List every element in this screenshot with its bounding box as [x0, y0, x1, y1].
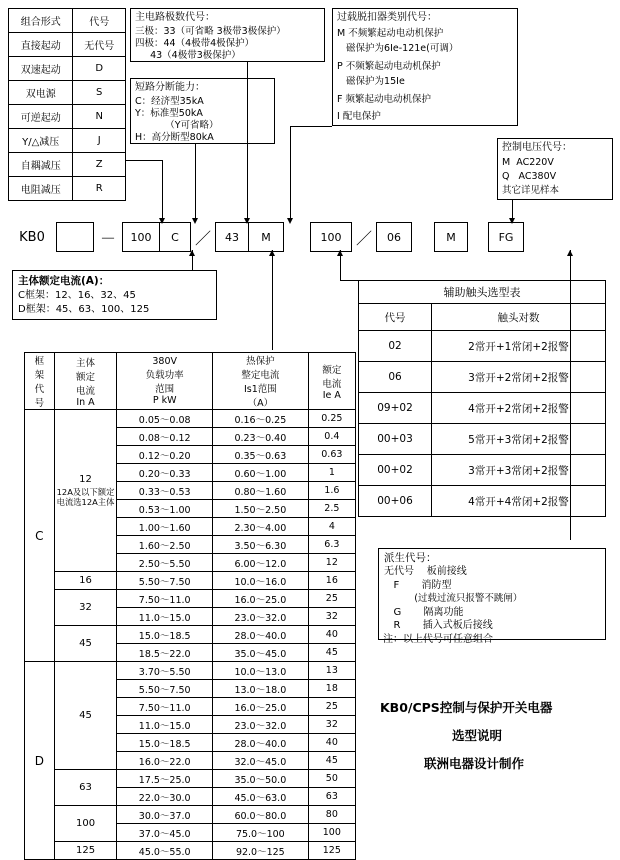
thermal-setting-cell: 23.0～32.0 [213, 716, 309, 734]
leader-line-poles [247, 62, 248, 222]
thermal-setting-cell: 23.0～32.0 [213, 608, 309, 626]
rated-current-cell: 45 [54, 662, 117, 770]
combination-row [9, 129, 126, 153]
thermal-setting-cell: 75.0～100 [213, 824, 309, 842]
control-voltage-title: 控制电压代号： [502, 142, 572, 153]
pole-code-box [130, 8, 325, 62]
aux-pairs: 5常开+3常闭+2报警 [432, 424, 606, 455]
rated-current-cell: 125 [54, 842, 117, 860]
power-range-cell: 15.0～18.5 [117, 626, 213, 644]
rated-ie-cell: 32 [308, 608, 355, 626]
combination-name: 自耦减压 [9, 153, 73, 177]
aux-pairs: 3常开+3常闭+2报警 [432, 455, 606, 486]
combination-name: 电阻减压 [9, 177, 73, 201]
power-range-cell: 17.5～25.0 [117, 770, 213, 788]
power-range-cell: 0.20～0.33 [117, 464, 213, 482]
power-range-cell: 16.0～22.0 [117, 752, 213, 770]
aux-code: 09+02 [359, 393, 432, 424]
combination-name: 组合形式 [9, 9, 73, 33]
rated-current-line-2: D框架：45、63、100、125 [18, 304, 150, 315]
combination-row [9, 153, 126, 177]
combination-row [9, 33, 126, 57]
rated-ie-cell: 18 [308, 680, 355, 698]
rated-ie-cell: 1 [308, 464, 355, 482]
rated-current-cell: 12 12A及以下额定电流选12A主体 [54, 410, 117, 572]
pole-code-line-2: 四极：44（4极带4极保护） [135, 38, 255, 49]
combination-code: D [73, 57, 126, 81]
aux-header-code: 代号 [359, 304, 432, 331]
combination-code: S [73, 81, 126, 105]
thermal-setting-cell: 35.0～50.0 [213, 770, 309, 788]
combination-name: 可逆起动 [9, 105, 73, 129]
code-sep-slash-2: ／ [355, 228, 372, 248]
power-range-cell: 1.60～2.50 [117, 536, 213, 554]
main-table-header: 380V 负载功率 范围 P kW [117, 353, 213, 410]
power-range-cell: 18.5～22.0 [117, 644, 213, 662]
control-voltage-box [497, 138, 613, 200]
rated-current-cell: 63 [54, 770, 117, 806]
main-selection-table-wrap [24, 352, 356, 860]
rated-ie-cell: 40 [308, 734, 355, 752]
rated-ie-cell: 50 [308, 770, 355, 788]
leader-line-combination [126, 160, 162, 161]
aux-code: 06 [359, 362, 432, 393]
main-table-row [25, 626, 356, 644]
trip-class-line-1: M 不频繁起动电动机保护 [337, 28, 444, 39]
aux-contact-table-wrap [358, 280, 606, 517]
rated-ie-cell: 0.25 [308, 410, 355, 428]
combination-code: Z [73, 153, 126, 177]
control-voltage-line-3: 其它详见样本 [502, 185, 560, 196]
breaking-capacity-line-2: Y：标准型50kA [135, 108, 203, 119]
rated-current-box [12, 270, 217, 320]
thermal-setting-cell: 13.0～18.0 [213, 680, 309, 698]
aux-code: 00+03 [359, 424, 432, 455]
leader-line-combination-v [162, 160, 163, 222]
leader-line-trip [290, 126, 291, 222]
aux-table-row [359, 331, 606, 362]
code-cell-breaking[interactable]: C [160, 223, 191, 252]
thermal-setting-cell: 60.0～80.0 [213, 806, 309, 824]
rated-current-cell: 100 [54, 806, 117, 842]
code-sep-slash-1: ／ [194, 228, 211, 248]
thermal-setting-cell: 0.16～0.25 [213, 410, 309, 428]
code-string-table [8, 222, 524, 252]
pole-code-line-3: 43（4极带3极保护） [135, 50, 241, 61]
breaking-capacity-line-4: H：高分断型80kA [135, 132, 214, 143]
aux-table-row [359, 424, 606, 455]
power-range-cell: 11.0～15.0 [117, 716, 213, 734]
aux-header-pairs: 触头对数 [432, 304, 606, 331]
combination-name: 直接起动 [9, 33, 73, 57]
rated-current-cell: 32 [54, 590, 117, 626]
rated-ie-cell: 1.6 [308, 482, 355, 500]
combination-form-table [8, 8, 126, 201]
rated-ie-cell: 13 [308, 662, 355, 680]
power-range-cell: 22.0～30.0 [117, 788, 213, 806]
combination-name: 双速起动 [9, 57, 73, 81]
control-voltage-line-1: M AC220V [502, 157, 554, 168]
rated-ie-cell: 4 [308, 518, 355, 536]
thermal-setting-cell: 28.0～40.0 [213, 734, 309, 752]
leader-line-trip-h [290, 126, 332, 127]
code-cell-poles[interactable]: 43 [216, 223, 249, 252]
rated-ie-cell: 100 [308, 824, 355, 842]
rated-ie-cell: 0.4 [308, 428, 355, 446]
combination-code: J [73, 129, 126, 153]
power-range-cell: 37.0～45.0 [117, 824, 213, 842]
derivative-line-4: G 隔离功能 [384, 607, 464, 618]
rated-ie-cell: 80 [308, 806, 355, 824]
aux-code: 00+02 [359, 455, 432, 486]
trip-class-line-3: P 不频繁起动电动机保护 [337, 61, 441, 72]
leader-line-breaking [195, 144, 196, 222]
rated-ie-cell: 125 [308, 842, 355, 860]
trip-class-line-4: 磁保护为15Ie [337, 76, 405, 87]
combination-row [9, 57, 126, 81]
main-table-header: 主体 额定 电流 In A [54, 353, 117, 410]
trip-class-title: 过载脱扣器类别代号： [337, 12, 437, 23]
control-voltage-line-2: Q AC380V [502, 171, 557, 182]
code-cell-aux[interactable]: 06 [377, 223, 412, 252]
combination-name: 双电源 [9, 81, 73, 105]
code-cell-trip[interactable]: M [249, 223, 284, 252]
aux-pairs: 2常开+1常闭+2报警 [432, 331, 606, 362]
thermal-setting-cell: 16.0～25.0 [213, 590, 309, 608]
main-table-row [25, 806, 356, 824]
combination-code: 无代号 [73, 33, 126, 57]
aux-contact-table [358, 280, 606, 517]
breaking-capacity-box [130, 78, 275, 144]
power-range-cell: 7.50～11.0 [117, 590, 213, 608]
combination-row [9, 81, 126, 105]
trip-class-line-2: 磁保护为6Ie-121e(可调） [337, 43, 459, 54]
main-selection-table [24, 352, 356, 860]
power-range-cell: 45.0～55.0 [117, 842, 213, 860]
combination-code: 代号 [73, 9, 126, 33]
thermal-setting-cell: 35.0～45.0 [213, 644, 309, 662]
power-range-cell: 2.50～5.50 [117, 554, 213, 572]
derivative-line-1: 无代号 板前接线 [384, 566, 467, 577]
leader-arrow-thermal [269, 250, 275, 256]
main-table-row [25, 572, 356, 590]
derivative-title: 派生代号： [384, 552, 437, 564]
rated-ie-cell: 40 [308, 626, 355, 644]
rated-ie-cell: 16 [308, 572, 355, 590]
aux-table-row [359, 455, 606, 486]
rated-current-cell: 45 [54, 626, 117, 662]
thermal-setting-cell: 2.30～4.00 [213, 518, 309, 536]
breaking-capacity-line-3: （Y可省略） [135, 120, 219, 131]
aux-table-row [359, 362, 606, 393]
code-sep-dash: － [99, 228, 116, 248]
footer-subtitle: 选型说明 [452, 728, 503, 743]
footer-credit: 联洲电器设计制作 [424, 756, 525, 771]
pole-code-line-1: 三极：33（可省略 3极带3极保护） [135, 26, 286, 37]
overload-trip-class-box [332, 8, 518, 126]
code-cell-setting[interactable]: 100 [311, 223, 352, 252]
code-cell-voltage[interactable]: M [435, 223, 468, 252]
frame-code-cell: D [25, 662, 55, 860]
rated-ie-cell: 32 [308, 716, 355, 734]
leader-line-thermal [272, 250, 273, 350]
thermal-setting-cell: 92.0～125 [213, 842, 309, 860]
thermal-setting-cell: 32.0～45.0 [213, 752, 309, 770]
rated-ie-cell: 45 [308, 644, 355, 662]
rated-ie-cell: 0.63 [308, 446, 355, 464]
power-range-cell: 0.08～0.12 [117, 428, 213, 446]
breaking-capacity-title: 短路分断能力： [135, 82, 205, 93]
power-range-cell: 5.50～7.50 [117, 572, 213, 590]
combination-row [9, 105, 126, 129]
power-range-cell: 15.0～18.5 [117, 734, 213, 752]
code-cell-current[interactable]: 100 [123, 223, 160, 252]
power-range-cell: 0.12～0.20 [117, 446, 213, 464]
main-table-row [25, 662, 356, 680]
aux-pairs: 4常开+4常闭+2报警 [432, 486, 606, 517]
frame-code-cell: C [25, 410, 55, 662]
footer-title: KB0/CPS控制与保护开关电器 [380, 700, 553, 715]
breaking-capacity-line-1: C：经济型35kA [135, 96, 204, 107]
thermal-setting-cell: 0.23～0.40 [213, 428, 309, 446]
thermal-setting-cell: 28.0～40.0 [213, 626, 309, 644]
power-range-cell: 0.33～0.53 [117, 482, 213, 500]
rated-current-cell: 16 [54, 572, 117, 590]
type-code-string [8, 222, 524, 252]
aux-pairs: 4常开+2常闭+2报警 [432, 393, 606, 424]
derivative-note: 注：以上代号可任意组合 [383, 634, 493, 645]
main-table-header: 框 架 代 号 [25, 353, 55, 410]
combination-name: Y/△减压 [9, 129, 73, 153]
combination-row [9, 177, 126, 201]
thermal-setting-cell: 0.80～1.60 [213, 482, 309, 500]
power-range-cell: 0.53～1.00 [117, 500, 213, 518]
thermal-setting-cell: 3.50～6.30 [213, 536, 309, 554]
power-range-cell: 30.0～37.0 [117, 806, 213, 824]
main-table-header: 热保护 整定电流 Is1范围 （A） [213, 353, 309, 410]
thermal-setting-cell: 6.00～12.0 [213, 554, 309, 572]
derivative-line-5: R 插入式板后接线 [384, 620, 493, 631]
rated-ie-cell: 25 [308, 590, 355, 608]
thermal-setting-cell: 45.0～63.0 [213, 788, 309, 806]
derivative-line-2: F 消防型 [384, 580, 452, 591]
rated-ie-cell: 63 [308, 788, 355, 806]
derivative-code-box [378, 548, 606, 640]
power-range-cell: 7.50～11.0 [117, 698, 213, 716]
trip-class-line-5: F 频繁起动电动机保护 [337, 94, 431, 105]
power-range-cell: 11.0～15.0 [117, 608, 213, 626]
aux-table-row [359, 393, 606, 424]
main-table-header: 额定 电流 Ie A [308, 353, 355, 410]
rated-ie-cell: 6.3 [308, 536, 355, 554]
thermal-setting-cell: 10.0～13.0 [213, 662, 309, 680]
main-table-row [25, 842, 356, 860]
rated-ie-cell: 25 [308, 698, 355, 716]
leader-arrow-aux [337, 250, 343, 256]
pole-code-title: 主电路极数代号： [135, 12, 215, 23]
rated-ie-cell: 2.5 [308, 500, 355, 518]
code-cell-derivative[interactable]: FG [489, 223, 524, 252]
main-table-row [25, 590, 356, 608]
aux-code: 00+06 [359, 486, 432, 517]
code-prefix: KB0 [19, 229, 45, 245]
rated-current-line-1: C框架：12、16、32、45 [18, 290, 136, 301]
thermal-setting-cell: 1.50～2.50 [213, 500, 309, 518]
combination-row [9, 9, 126, 33]
thermal-setting-cell: 0.60～1.00 [213, 464, 309, 482]
power-range-cell: 3.70～5.50 [117, 662, 213, 680]
thermal-setting-cell: 16.0～25.0 [213, 698, 309, 716]
power-range-cell: 1.00～1.60 [117, 518, 213, 536]
aux-code: 02 [359, 331, 432, 362]
rated-current-title: 主体额定电流(A)： [18, 275, 110, 287]
combination-code: N [73, 105, 126, 129]
rated-ie-cell: 12 [308, 554, 355, 572]
leader-arrow-derivative [567, 250, 573, 256]
thermal-setting-cell: 0.35～0.63 [213, 446, 309, 464]
main-table-row [25, 410, 356, 428]
code-cell-combination[interactable] [57, 223, 94, 252]
main-table-row [25, 770, 356, 788]
derivative-line-3: (过载过流只报警不跳闸） [384, 593, 523, 604]
trip-class-line-6: I 配电保护 [337, 111, 381, 122]
rated-ie-cell: 45 [308, 752, 355, 770]
power-range-cell: 0.05～0.08 [117, 410, 213, 428]
combination-code: R [73, 177, 126, 201]
leader-arrow-rated-current [189, 250, 195, 256]
aux-table-title: 辅助触头选型表 [359, 281, 606, 304]
thermal-setting-cell: 10.0～16.0 [213, 572, 309, 590]
aux-table-row [359, 486, 606, 517]
power-range-cell: 5.50～7.50 [117, 680, 213, 698]
aux-pairs: 3常开+2常闭+2报警 [432, 362, 606, 393]
